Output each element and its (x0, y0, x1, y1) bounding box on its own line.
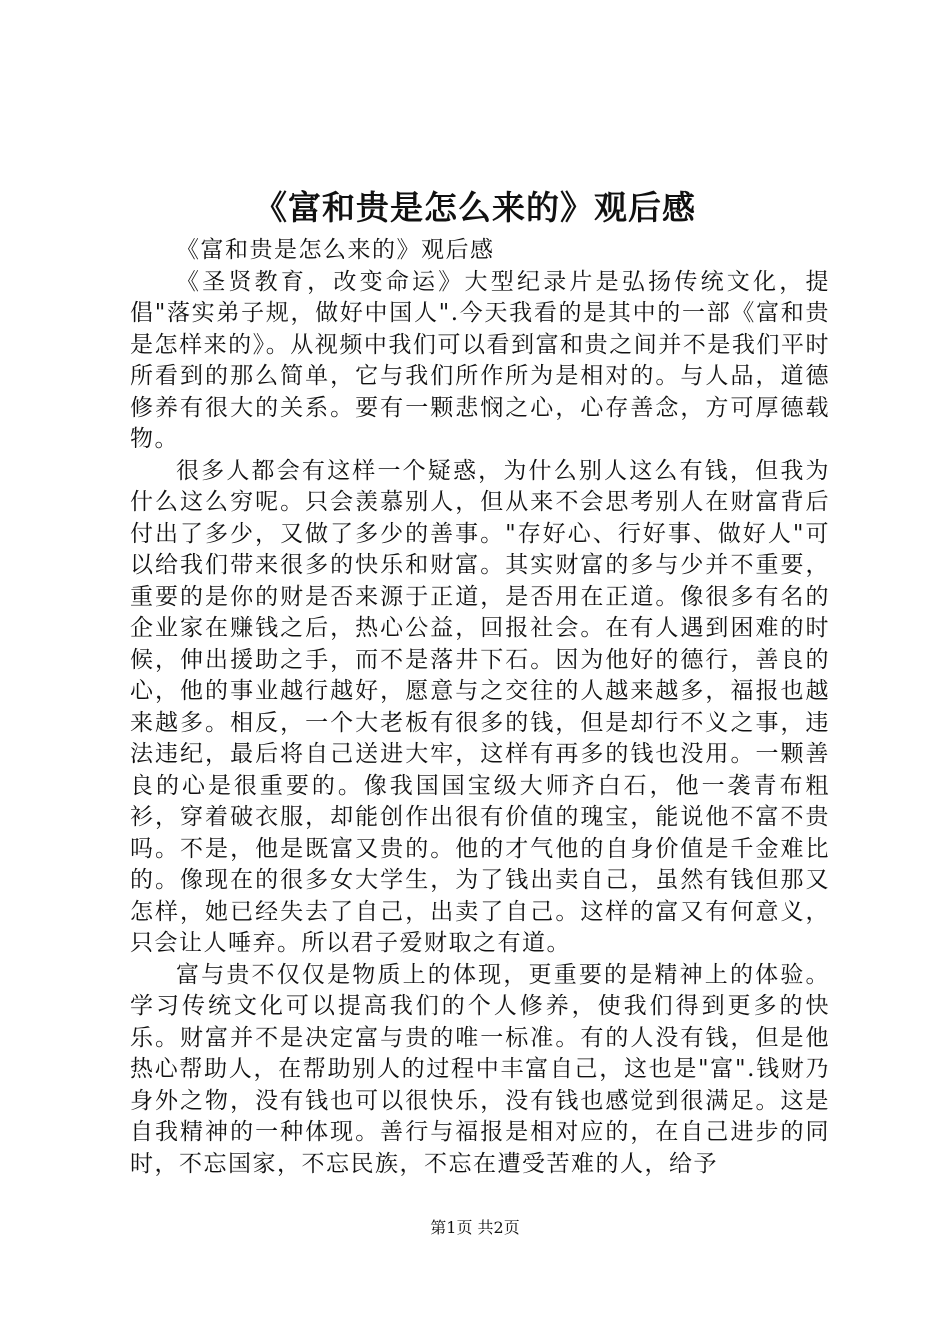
page-footer: 第1页 共2页 (430, 1218, 520, 1237)
body-paragraph: 《富和贵是怎么来的》观后感 (176, 237, 495, 263)
body-paragraph: 富与贵不仅仅是物质上的体现，更重要的是精神上的体验。学习传统文化可以提高我们的个人修养，使我们得到更多的快乐。财富并不是决定富与贵的唯一标准。有的人没有钱，但是他热心帮助人，在帮助别人的过程中丰富自己，这也是"富".钱财乃身外之物，没有钱也可以很快乐，没有钱也感觉到很满足。这是自我精神的一种体现。善行与福报是相对应的，在自己进步的同时，不忘国家，不忘民族，不忘在遭受苦难的人，给予 (130, 961, 830, 1177)
document-title: 《富和贵是怎么来的》观后感 (254, 188, 696, 227)
document-body (130, 235, 830, 1180)
body-paragraph: 很多人都会有这样一个疑惑，为什么别人这么有钱，但我为什么这么穷呢。只会羡慕别人，但从来不会思考别人在财富背后付出了多少，又做了多少的善事。"存好心、行好事、做好人"可以给我们带来很多的快乐和财富。其实财富的多与少并不重要，重要的是你的财是否来源于正道，是否用在正道。像很多有名的企业家在赚钱之后，热心公益，回报社会。在有人遇到困难的时候，伸出援助之手，而不是落井下石。因为他好的德行，善良的心，他的事业越行越好，愿意与之交往的人越来越多，福报也越来越多。相反，一个大老板有很多的钱，但是却行不义之事，违法违纪，最后将自己送进大牢，这样有再多的钱也没用。一颗善良的心是很重要的。像我国国宝级大师齐白石，他一袭青布粗衫，穿着破衣服，却能创作出很有价值的瑰宝，能说他不富不贵吗。不是，他是既富又贵的。他的才气他的自身价值是千金难比的。像现在的很多女大学生，为了钱出卖自己，虽然有钱但那又怎样，她已经失去了自己，出卖了自己。这样的富又有何意义，只会让人唾弃。所以君子爱财取之有道。 (130, 457, 830, 956)
body-paragraph: 《圣贤教育，改变命运》大型纪录片是弘扬传统文化，提倡"落实弟子规，做好中国人".今天我看的是其中的一部《富和贵是怎样来的》。从视频中我们可以看到富和贵之间并不是我们平时所看到的那么简单，它与我们所作所为是相对的。与人品，道德修养有很大的关系。要有一颗悲悯之心，心存善念，方可厚德载物。 (130, 268, 830, 452)
